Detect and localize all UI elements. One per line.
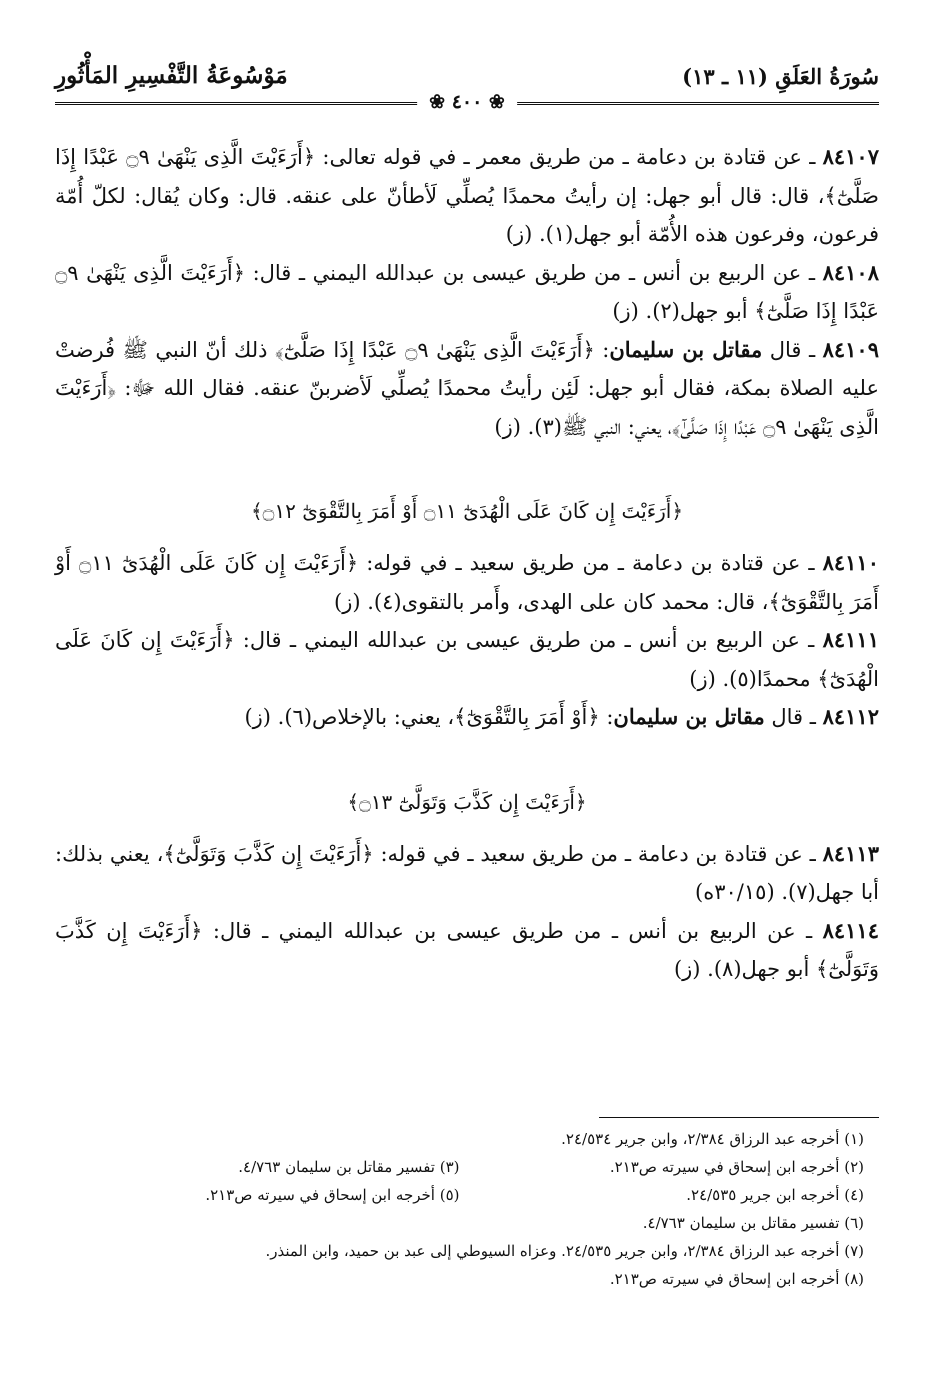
- footnote-1: (١) أخرجه عبد الرزاق ٢/٣٨٤، وابن جرير ٢٤/٥٣٤.: [561, 1130, 864, 1148]
- narration-text: ـ عن قتادة بن دعامة ـ من طريق سعيد ـ في قوله: ﴿أَرَءَيْتَ إِن كَذَّبَ وَتَوَلَّىٰٓ﴾، يعني بذلك: أبا جهل(٧). (٣٠/١٥ه): [55, 841, 879, 904]
- narration-number: ٨٤١١٠: [822, 550, 879, 575]
- narration-lead: ـ قال: [764, 705, 823, 729]
- narration-8110: [55, 544, 879, 621]
- footnote-5: (٥) أخرجه ابن إسحاق في سيرته ص٢١٣.: [205, 1186, 460, 1204]
- footnote-7: (٧) أخرجه عبد الرزاق ٢/٣٨٤، وابن جرير ٢٤/٥٣٥. وعزاه السيوطي إلى عبد بن حميد، وابن المنذر.: [265, 1242, 864, 1260]
- narration-8114: [55, 912, 879, 989]
- footnote-2: (٢) أخرجه ابن إسحاق في سيرته ص٢١٣.: [609, 1158, 864, 1176]
- narration-number: ٨٤١٠٨: [822, 259, 879, 285]
- narration-number: ٨٤١٠٩: [822, 336, 879, 362]
- narration-8112: [55, 698, 879, 737]
- narration-text: : ﴿أَوْ أَمَرَ بِالتَّقْوَىٰٓ﴾، يعني: بالإخلاص(٦). (ز): [244, 705, 614, 729]
- surah-title: سُورَةُ العَلَقِ (١١ ـ ١٣): [682, 64, 879, 89]
- narration-8111: [55, 621, 879, 698]
- narration-number: ٨٤١١٢: [822, 704, 879, 729]
- narrator-name: مقاتل بن سليمان: [613, 704, 765, 729]
- footnote-4: (٤) أخرجه ابن جرير ٢٤/٥٣٥.: [686, 1186, 864, 1204]
- book-title: مَوْسُوعَةُ التَّفْسِيرِ المَأْثُورِ: [55, 62, 288, 89]
- narration-text: ـ عن قتادة بن دعامة ـ من طريق سعيد ـ في قوله: ﴿أَرَءَيْتَ إِن كَانَ عَلَى الْهُدَىٰٓ ۝١١ أَوْ أَمَرَ بِالتَّقْوَىٰٓ﴾، قال: محمد كان على الهدى، وأَمر بالتقوى(٤). (ز): [55, 551, 879, 614]
- footnotes: [55, 1125, 864, 1293]
- verse-heading-1: ﴿أَرَءَيْتَ إِن كَانَ عَلَى الْهُدَىٰٓ ۝١١ أَوْ أَمَرَ بِالتَّقْوَىٰٓ ۝١٢﴾: [250, 499, 684, 523]
- narration-text: ـ عن الربيع بن أنس ـ من طريق عيسى بن عبدالله اليمني ـ قال: ﴿أَرَءَيْتَ إِن كَانَ عَلَى الْهُدَىٰٓ﴾ محمدًا(٥). (ز): [55, 628, 879, 691]
- narration-text: ـ عن قتادة بن دعامة ـ من طريق معمر ـ في قوله تعالى: ﴿أَرَءَيْتَ الَّذِى يَنْهَىٰ ۝٩ عَبْدًا إِذَا صَلَّىٰٓ﴾، قال: قال أبو جهل: إن رأيتُ محمدًا يُصلِّي لَأطأنّ على عنقه. قال: وكان يُقال: لكلّ أُمّة فرعون، وفرعون هذه الأُمّة أبو جهل(١). (ز): [55, 145, 879, 246]
- page-body: [55, 138, 879, 989]
- narration-8109: [55, 331, 879, 447]
- narration-number: ٨٤١٠٧: [822, 144, 879, 169]
- footnote-rule: [599, 1117, 879, 1118]
- narration-lead: ـ قال: [762, 337, 823, 362]
- narration-text: ـ عن الربيع بن أنس ـ من طريق عيسى بن عبدالله اليمني ـ قال: ﴿أَرَءَيْتَ الَّذِى يَنْهَىٰ ۝٩ عَبْدًا إِذَا صَلَّىٰٓ﴾ أبو جهل(٢). (ز): [55, 260, 879, 323]
- narration-text: : ﴿أَرَءَيْتَ الَّذِى يَنْهَىٰ ۝٩ عَبْدًا إِذَا صَلَّىٰٓ﴾ ذلك أنّ النبي ﷺ فُرضتْ عليه الصلاة بمكة، فقال أبو جهل: لَئِن رأيتُ محمدًا يُصلِّي لَأضربنّ عنقه. فقال الله ﷻ: ﴿أَرَءَيْتَ الَّذِى يَنْهَىٰ ۝٩ عَبْدًا إِذَا صَلَّىٰٓ﴾، يعني: النبي ﷺ(٣). (ز): [55, 337, 879, 439]
- footnote-8: (٨) أخرجه ابن إسحاق في سيرته ص٢١٣.: [609, 1270, 864, 1288]
- footnote-6: (٦) تفسير مقاتل بن سليمان ٤/٧٦٣.: [642, 1214, 864, 1232]
- narration-8108: [55, 254, 879, 331]
- narration-number: ٨٤١١١: [822, 627, 879, 652]
- page-number-text: ٤٠٠: [451, 91, 483, 113]
- narrator-name: مقاتل بن سليمان: [609, 336, 763, 362]
- page-number: [417, 91, 517, 113]
- ornament-left-icon: ❀: [482, 91, 505, 113]
- narration-number: ٨٤١١٤: [822, 917, 879, 943]
- narration-number: ٨٤١١٣: [822, 840, 879, 866]
- narration-8107: [55, 138, 879, 254]
- ornament-right-icon: ❀: [429, 91, 452, 113]
- verse-heading-2: ﴿أَرَءَيْتَ إِن كَذَّبَ وَتَوَلَّىٰٓ ۝١٣﴾: [347, 789, 587, 814]
- narration-text: ـ عن الربيع بن أنس ـ من طريق عيسى بن عبدالله اليمني ـ قال: ﴿أَرَءَيْتَ إِن كَذَّبَ وَتَوَلَّىٰٓ﴾ أبو جهل(٨). (ز): [55, 918, 879, 981]
- page-header: [55, 62, 879, 122]
- narration-8113: [55, 835, 879, 912]
- footnote-3: (٣) تفسير مقاتل بن سليمان ٤/٧٦٣.: [238, 1158, 460, 1176]
